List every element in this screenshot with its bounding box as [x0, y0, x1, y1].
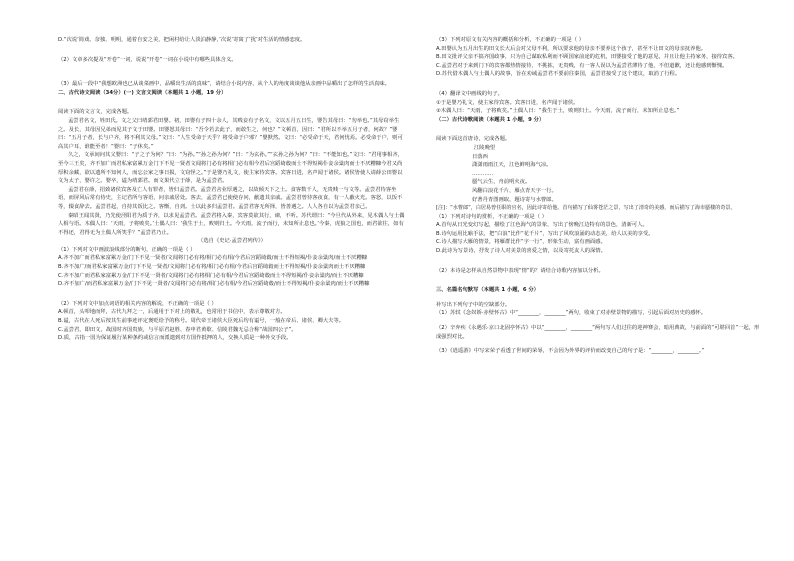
text-paragraph: （2）下列对文中加点词语的相关内容的解说，不正确的一项是（ ） [58, 300, 217, 307]
text-paragraph: （1）下列对文中画波浪线部分的断句，正确的一项是（ ） [58, 246, 196, 253]
text-paragraph: C.孟尝君对于来到门下的宾客都热情接待，不挑拣，无贵贱，有一客人误以为孟尝君薄待了他，不但道歉，还让他感到惭愧。 [436, 62, 728, 69]
text-paragraph: ①于是婴乃礼文，使主家待宾客。宾客日进，名声闻于诸侯。 [436, 99, 579, 106]
text-paragraph: C.齐不加广而君私家富累万金/门下不见一贤者/文闻将门必有将相门必有相/今君后宫蹈绮縠而士不得短褐/仆妾余粱肉/而士不厌糟糠 [58, 272, 364, 279]
text-paragraph: 潇潇雨雨江天，江色鲜明海气凉。 [472, 162, 552, 169]
text-paragraph: D.“次说‘简戏、奈独、明明，通着自安之美，把闲村给让人淡泊静静，’次说‘寄寓了’扰’对生活的情感恋度。 [58, 37, 306, 43]
text-paragraph: C.孟尝君，即田文，战国时齐国贵族，与平原君赵胜、春申君黄歇、信陵君魏无忌合称“战国四公子”。 [58, 326, 297, 333]
text-paragraph: B.田文批评父亲不搞齐国政事，只为自己谋取私利而不顾国家前途的危机，田婴接受了他的意见，并且让他主持家务，接待宾客。 [436, 54, 738, 61]
text-paragraph: （2）辛弃疾《永遇乐·京口北固亭怀古》中以“________，________”两句写人们过往的迎神赛会，暗用典故，与前面的“可堪回首”一起，形成强烈对比。 [436, 325, 760, 340]
text-paragraph: 阅读下面的文言文，完成各题。 [58, 109, 133, 116]
text-paragraph: B.诗句运用比喻手法，把“白浪”比作“花千片”，写出了风吹浪涌的动态美，给人以美的享受。 [436, 230, 654, 237]
section-heading: （二）古代诗歌阅读（本题共 1 小题，9 分） [436, 116, 545, 123]
spacer [436, 256, 762, 267]
text-paragraph: （1）下列对诗句的赏析，不正确的一项是（ ） [436, 213, 547, 220]
text-paragraph: D.齐不加广/而君私家富累万金/门下不见一贤者/文闻将门必有将/相门必有相/今君后宫蹈绮縠/而士不得短褐/仆妾余粱肉/而士不厌糟糠 [58, 281, 370, 288]
spacer [436, 275, 762, 286]
text-paragraph: 秦昭王闻其贤，乃先使泾阳君为质于齐，以求见孟尝君。孟尝君将入秦，宾客莫欲其行，谏，不听。苏代谓曰：“今旦代从外来，见木偶人与土偶人相与语。木偶人曰：‘天雨，子将败矣。’土偶人曰：‘我生于土，败则归土。今天雨，流子而行，未知所止息也。’今秦，虎狼之国也，而君欲往，如有不得还，君得无为土偶人所笑乎？”孟尝君乃止。 [58, 212, 405, 236]
left-column [58, 36, 406, 343]
text-paragraph: A.齐不加广而君私家富累万金/门下不见一贤者/文闻将门必有将/相门必有相/今君后宫蹈绮縠/而士不得短褐/仆妾余粱肉/而士不厌糟糠 [58, 255, 368, 262]
section-heading: 二、古代诗文阅读（34分）(一) 文言文阅读（本题共 1 小题，19 分） [58, 89, 227, 96]
text-paragraph: A.田婴认为五月出生的田文长大后会对父母不利，所以要求他的母亲不要养这个孩子，甚至不让田文的母亲抚养他。 [436, 45, 707, 52]
text-paragraph: （2）本诗是怎样从自然景物中表现“情”的？请结合诗歌内容加以分析。 [436, 267, 604, 274]
spacer [58, 64, 406, 80]
text-paragraph: C.诗人描写大雁的情景，将雁群比作“字一行”，形象生动，富有画面感。 [436, 239, 606, 246]
text-paragraph: （2）文章多次提及“开卷”一词，说说“开卷”一词在小说中有哪些具体含义。 [58, 56, 237, 63]
text-paragraph: D.质，古指一国为保证履行某种条约或信言而派遣到对方国作抵押的人，交换人质是一种外交手段。 [58, 335, 292, 342]
spacer [58, 289, 406, 300]
text-paragraph: A.首句从日光变幻写起，描绘了江色海气的景象，写出了傍晚江边特有的景色，清新可人。 [436, 222, 648, 229]
text-paragraph: 蜃气云生，舟前明火夜。 [472, 179, 531, 186]
text-paragraph: （1）苏轼《念奴娇·赤壁怀古》中“________，________”两句，收束了对赤壁景物的描写，引起后面对历史的感怀。 [436, 310, 707, 317]
text-paragraph: D.此诗为写景诗，抒发了诗人对美景的喜爱之情，以及寄托友人的深情。 [436, 248, 606, 255]
text-paragraph: 孟尝君名文，姓田氏。文之父曰靖郭君田婴。初，田婴有子四十余人，其贱妾有子名文，文以五月五日生，婴告其母曰：“勿举也。”其母窃举生之。及长，其母因兄弟而见其子文于田婴。田婴怒其母曰：“吾令若去此子，而敢生之，何也？”文顿首，因曰：“君所以不举五月子者，何故？”婴曰：“五月子者，长与户齐，将不利其父母。”文曰：“人生受命于天乎？将受命于户邪？”婴默然。文曰：“必受命于天，君何忧焉。必受命于户，则可高其户耳，谁能至者！”婴曰：“子休矣。” [58, 117, 403, 150]
section-heading: 三、名篇名句默写（本题共 1 小题，6 分） [436, 287, 539, 294]
text-paragraph: D.苏代借木偶人与土偶人的故事，旨在劝诫孟尝君不要前往秦国，孟尝君接受了这个建议，取消了行程。 [436, 71, 681, 78]
text-paragraph: （3）下列对原文有关内容的概括和分析，不正确的一项是（ ） [436, 37, 585, 43]
text-paragraph: ………… [472, 170, 494, 177]
spacer [436, 124, 762, 135]
text-paragraph: 江陵晚望 [474, 144, 496, 151]
spacer [58, 45, 406, 56]
text-paragraph: （3）最后一段中“我想欧洲也已从谈菜画中，品嚼出生活的真味”，请结合小说内容，从个人的角度谈谈他从亲画中品嚼出了怎样的生活真味。 [58, 81, 390, 88]
text-paragraph: （选自《史记·孟尝君列传》） [198, 238, 266, 245]
right-column [436, 36, 762, 356]
text-paragraph: A.顿首，头叩地而拜，古代九拜之一，后通用于下对上的敬礼，也常用于书信中，表示尊敬对方。 [58, 309, 286, 316]
text-paragraph: （3）《逍遥游》中写宋荣子看透了世间的荣辱，不会因为外界的评价而改变自己的句子是：“________，________。” [436, 348, 705, 355]
text-paragraph: 好著丹青图画取，题诗寄与水曹郎。 [472, 196, 557, 203]
text-paragraph: 孟尝君在薛，招致诸侯宾客及亡人有罪者，皆归孟尝君。孟尝君舍业厚遇之，以故倾天下之士。食客数千人，无贵贱一与文等。孟尝君待客坐语，而屏风后常有侍史，主记君所与客语，问亲戚居处。客去，孟尝君已使使存问，献遗其亲戚。孟尝君曾待客夜食，有一人蔽火光。客怒，以饭不等，辍食辞去。孟尝君起，自持其饭比之。客惭，自刭。士以此多归孟尝君。孟尝君客无所择，皆善遇之。人人各自以为孟尝君亲己。 [58, 186, 403, 210]
text-paragraph: B.谥，古代在人死后按其生前事迹评定褒贬给予的称号。周代帝王诸侯大臣死后均有谥号，一般在帝后、诸侯、卿大夫等。 [58, 318, 345, 325]
text-paragraph: 阅读下面这首唐诗，完成各题。 [436, 136, 511, 143]
text-paragraph: 风翻白浪花千片，雁点青天字一行。 [472, 187, 557, 194]
text-paragraph: （4）翻译文中画线的句子。 [436, 90, 503, 97]
text-paragraph: [注]：“水曹郎”，白居易曾任职的官名，因此诗寄给他。首句描写了仙雾苍茫之景，写出了清奇的美感，而后描写了海市蜃楼的奇景。 [436, 205, 736, 212]
spacer [58, 97, 406, 108]
text-paragraph: B.齐不加广/而君私家富累万金/门下不见一贤者/文闻将门必有将/相门必有相/今君后宫蹈绮縠而士不得短褐/仆妾余粱肉而士不厌糟糠 [58, 264, 366, 271]
spacer [436, 79, 762, 90]
text-paragraph: 补写出下列句子中的空缺部分。 [436, 301, 511, 308]
text-paragraph: ②木偶人曰：“天雨，子将败矣。”土偶人曰：“我生于土，败则归土。今天雨，流子而行，未知所止息也。” [436, 108, 680, 115]
text-paragraph: 久之，文承间问其父婴曰：“子之子为何？”曰：“为孙。”“孙之孙为何？”曰：“为玄孙。”“玄孙之孙为何？”曰：“不能知也。”文曰：“君用事相齐，至今三王矣，齐不加广而君私家富累万金门下不见一贤者文闻将门必有将相门必有相今君后宫蹈绮縠而士不得短褐仆妾余粱肉而士不厌糟糠今君又尚厚积余藏，欲以遗所不知何人，而忘公家之事日损，文窃怪之。”于是婴乃礼文，使主家待宾客。宾客日进，名声闻于诸侯。诸侯皆使人请薛公田婴以文为太子，婴许之。婴卒，谥为靖郭君。而文果代立于薛，是为孟尝君。 [58, 152, 403, 185]
text-paragraph: 日落西 [472, 153, 488, 160]
